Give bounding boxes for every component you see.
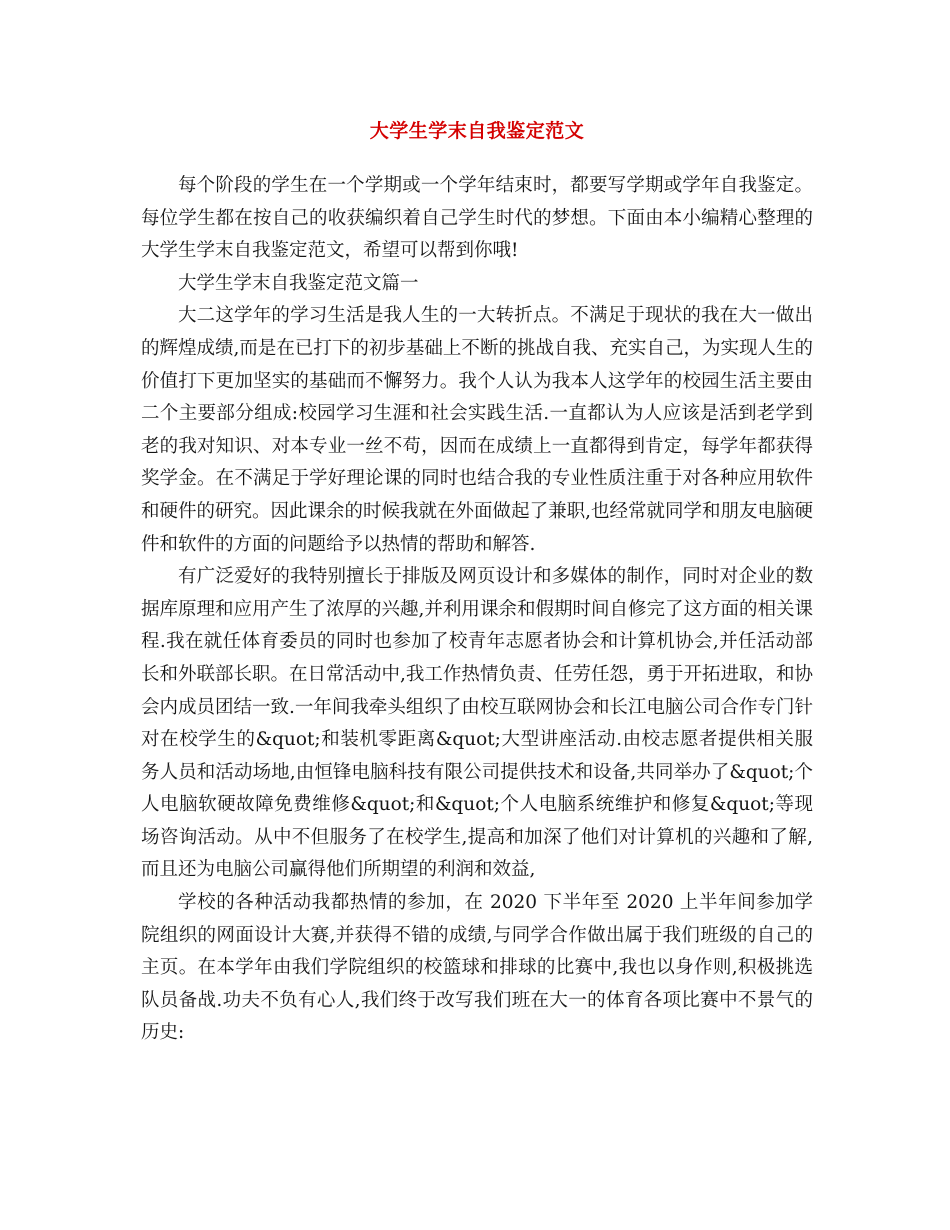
paragraph-intro: 每个阶段的学生在一个学期或一个学年结束时，都要写学期或学年自我鉴定。每位学生都在按自己的收获编织着自己学生时代的梦想。下面由本小编精心整理的大学生学末自我鉴定范文，希望可以帮到你哦!	[141, 175, 813, 262]
paragraph-body: 学校的各种活动我都热情的参加，在 2020 下半年至 2020 上半年间参加学院组织的网面设计大赛,并获得不错的成绩,与同学合作做出属于我们班级的自己的主页。在本学年由我们学院组织的校篮球和排球的比赛中,我也以身作则,积极挑选队员备战.功夫不负有心人,我们终于改写我们班在大一的体育各项比赛中不景气的历史:	[141, 892, 813, 1044]
paragraph-body: 大二这学年的学习生活是我人生的一大转折点。不满足于现状的我在大一做出的辉煌成绩,而是在已打下的初步基础上不断的挑战自我、充实自己，为实现人生的价值打下更加坚实的基础而不懈努力。我个人认为我本人这学年的校园生活主要由二个主要部分组成:校园学习生涯和社会实践生活.一直都认为人应该是活到老学到老的我对知识、对本专业一丝不苟，因而在成绩上一直都得到肯定，每学年都获得奖学金。在不满足于学好理论课的同时也结合我的专业性质注重于对各种应用软件和硬件的研究。因此课余的时候我就在外面做起了兼职,也经常就同学和朋友电脑硬件和软件的方面的问题给予以热情的帮助和解答.	[141, 305, 813, 555]
paragraph-body: 有广泛爱好的我特别擅长于排版及网页设计和多媒体的制作，同时对企业的数据库原理和应用产生了浓厚的兴趣,并利用课余和假期时间自修完了这方面的相关课程.我在就任体育委员的同时也参加了校青年志愿者协会和计算机协会,并任活动部长和外联部长职。在日常活动中,我工作热情负责、任劳任怨，勇于开拓进取，和协会内成员团结一致.一年间我牵头组织了由校互联网协会和长江电脑公司合作专门针对在校学生的&quot;和装机零距离&quot;大型讲座活动.由校志愿者提供相关服务人员和活动场地,由恒锋电脑科技有限公司提供技术和设备,共同举办了&quot;个人电脑软硬故障免费维修&quot;和&quot;个人电脑系统维护和修复&quot;等现场咨询活动。从中不但服务了在校学生,提高和加深了他们对计算机的兴趣和了解,而且还为电脑公司赢得他们所期望的利润和效益,	[141, 566, 813, 881]
section-heading: 大学生学末自我鉴定范文篇一	[178, 272, 419, 294]
document-title: 大学生学末自我鉴定范文	[369, 120, 585, 142]
